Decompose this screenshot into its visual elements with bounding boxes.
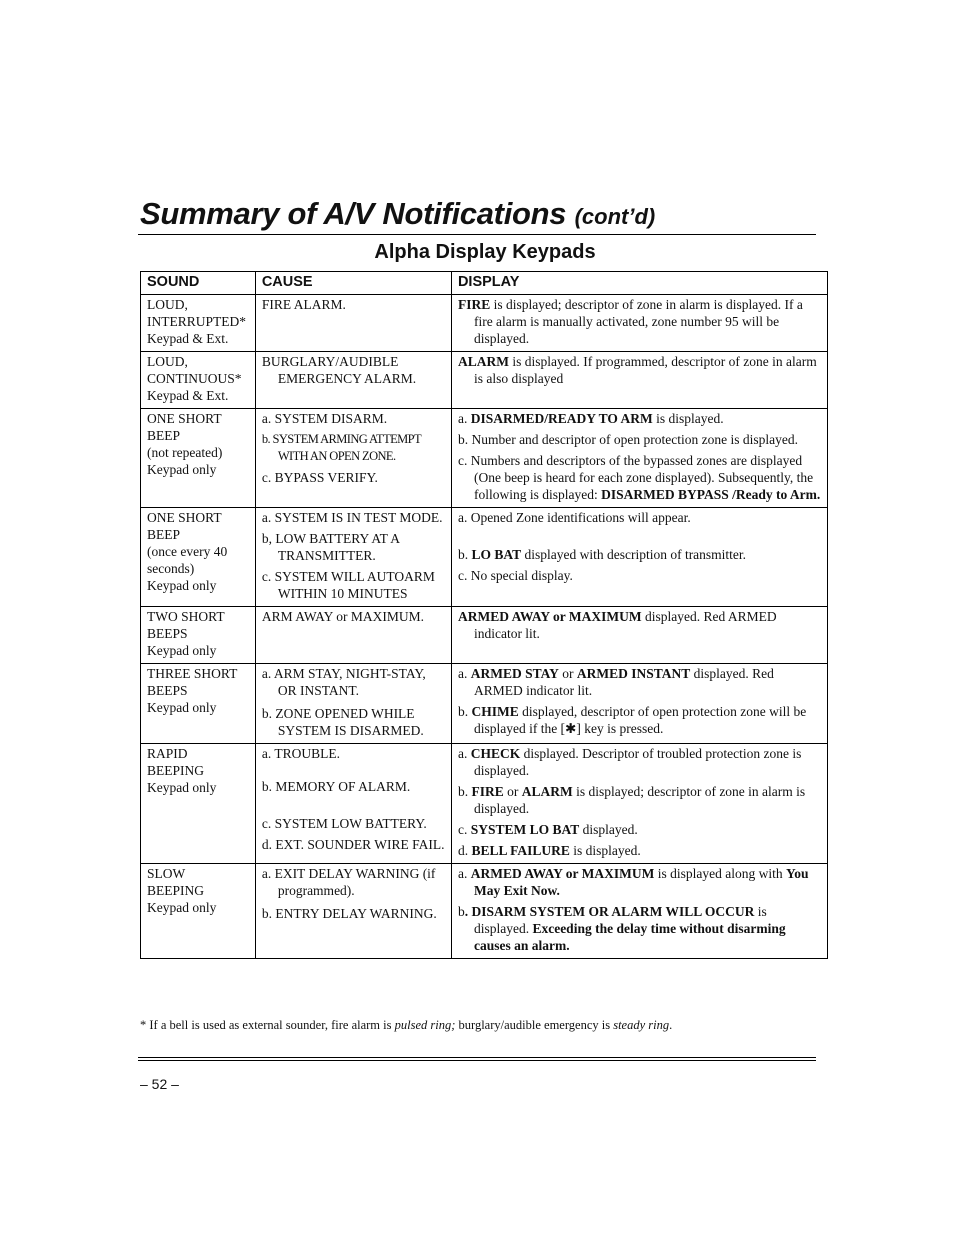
display-cell xyxy=(451,508,827,607)
sound-cell xyxy=(141,295,256,352)
display-text: is displayed. If programmed, descriptor of zone in alarm is also displayed xyxy=(473,354,817,386)
sound-line: ONE SHORT xyxy=(147,510,222,525)
display-text: b. xyxy=(457,704,472,719)
display-item xyxy=(458,546,823,563)
display-cell xyxy=(451,607,827,664)
display-text: c. No special display. xyxy=(457,568,573,583)
cause-cell xyxy=(255,508,451,607)
cause-item: BURGLARY/AUDIBLE EMERGENCY ALARM. xyxy=(261,354,417,386)
display-text: is displayed. xyxy=(473,904,767,936)
display-text: or xyxy=(558,666,577,681)
table-row xyxy=(141,409,828,508)
sound-line: LOUD, xyxy=(147,297,188,312)
display-cell xyxy=(451,352,827,409)
sound-cell xyxy=(141,352,256,409)
sound-line: BEEP xyxy=(147,527,181,542)
sound-line: seconds) xyxy=(147,561,195,576)
display-text: is displayed along with xyxy=(654,866,786,881)
display-item xyxy=(458,431,823,448)
sound-line: Keypad only xyxy=(147,900,217,915)
cause-item: a. TROUBLE. xyxy=(261,746,340,761)
cause-cell xyxy=(255,409,451,508)
display-emphasis: You May Exit Now. xyxy=(473,866,809,898)
display-text: is displayed; descriptor of zone in alarm is displayed. xyxy=(473,784,806,816)
display-emphasis: Exceeding the delay time without disarming causes an alarm. xyxy=(473,921,786,953)
display-text: a. xyxy=(457,666,471,681)
display-emphasis: DISARMED/READY TO ARM xyxy=(470,411,653,426)
display-item xyxy=(458,842,823,859)
cause-item: b. SYSTEM ARMING ATTEMPT WITH AN OPEN ZONE. xyxy=(261,432,421,463)
cause-cell xyxy=(255,352,451,409)
display-text: displayed. xyxy=(579,822,638,837)
display-item xyxy=(458,783,823,817)
sound-line: BEEPING xyxy=(147,883,204,898)
cause-item: b. ZONE OPENED WHILE SYSTEM IS DISARMED. xyxy=(261,706,424,738)
table-row xyxy=(141,607,828,664)
display-emphasis: ARMED STAY xyxy=(470,666,559,681)
display-cell xyxy=(451,409,827,508)
sound-line: INTERRUPTED* xyxy=(147,314,246,329)
display-text: displayed. Red ARMED indicator lit. xyxy=(473,666,774,698)
sound-cell xyxy=(141,864,256,959)
cause-cell xyxy=(255,864,451,959)
header-cause: CAUSE xyxy=(255,272,451,295)
display-item xyxy=(458,353,823,387)
cause-item: a. SYSTEM IS IN TEST MODE. xyxy=(261,510,443,525)
display-emphasis: DISARMED BYPASS /Ready to Arm. xyxy=(601,487,821,502)
footnote-suffix: . xyxy=(669,1018,673,1032)
display-item xyxy=(458,296,823,347)
sound-line: CONTINUOUS* xyxy=(147,371,242,386)
section-subtitle: Alpha Display Keypads xyxy=(374,241,596,263)
table-row xyxy=(141,295,828,352)
display-text: b xyxy=(457,904,465,919)
display-text: b. Number and descriptor of open protection zone is displayed. xyxy=(457,432,798,447)
cause-cell xyxy=(255,607,451,664)
display-item xyxy=(458,745,823,779)
cause-item: ARM AWAY or MAXIMUM. xyxy=(261,609,425,624)
display-text: c. xyxy=(457,822,471,837)
display-text: is displayed; descriptor of zone in alarm is displayed. If a fire alarm is manually activated, zone number 95 will be displayed. xyxy=(473,297,803,346)
cause-cell xyxy=(255,664,451,744)
display-item xyxy=(458,452,823,503)
table-row xyxy=(141,864,828,959)
display-item xyxy=(458,665,823,699)
sound-line: Keypad & Ext. xyxy=(147,388,229,403)
display-text: a. xyxy=(457,866,471,881)
display-text: a. xyxy=(457,411,471,426)
table-row xyxy=(141,744,828,864)
cause-item: d. EXT. SOUNDER WIRE FAIL. xyxy=(261,837,445,852)
table-row xyxy=(141,508,828,607)
display-item xyxy=(458,903,823,954)
display-text: d. xyxy=(457,843,472,858)
display-cell xyxy=(451,664,827,744)
display-item xyxy=(458,567,823,584)
display-text: displayed, descriptor of open protection zone will be displayed if the [✱] key is pressed. xyxy=(473,704,807,736)
display-text: b. xyxy=(457,547,472,562)
page-title xyxy=(140,193,820,238)
sound-line: BEEP xyxy=(147,428,181,443)
display-text: is displayed. xyxy=(652,411,724,426)
sound-line: (not repeated) xyxy=(147,445,223,460)
page-title-suffix: (cont’d) xyxy=(574,204,656,229)
display-text: displayed with description of transmitter. xyxy=(521,547,747,562)
footer-rule-bottom xyxy=(138,1060,816,1061)
display-item xyxy=(458,410,823,427)
cause-item: a. EXIT DELAY WARNING (if programmed). xyxy=(261,866,436,898)
sound-line: BEEPING xyxy=(147,763,204,778)
cause-item: c. SYSTEM LOW BATTERY. xyxy=(261,816,427,831)
sound-line: TWO SHORT xyxy=(147,609,225,624)
display-emphasis: ALARM xyxy=(521,784,573,799)
footnote-burglary-term: steady ring xyxy=(613,1018,670,1032)
display-item xyxy=(458,608,823,642)
sound-line: ONE SHORT xyxy=(147,411,222,426)
footnote-middle: burglary/audible emergency is xyxy=(455,1018,614,1032)
display-item xyxy=(458,509,823,526)
display-emphasis: BELL FAILURE xyxy=(471,843,570,858)
footnote-prefix: * If a bell is used as external sounder, fire alarm is xyxy=(140,1018,395,1032)
cause-item: b. ENTRY DELAY WARNING. xyxy=(261,906,437,921)
sound-cell xyxy=(141,744,256,864)
sound-cell xyxy=(141,607,256,664)
table-row xyxy=(141,664,828,744)
display-cell xyxy=(451,295,827,352)
sound-line: SLOW xyxy=(147,866,186,881)
footnote xyxy=(140,1017,860,1033)
display-text: is displayed. xyxy=(569,843,641,858)
sound-cell xyxy=(141,409,256,508)
display-emphasis: ALARM xyxy=(457,354,509,369)
display-text: a. Opened Zone identifications will appear. xyxy=(457,510,691,525)
table-row xyxy=(141,352,828,409)
page-title-main: Summary of A/V Notifications xyxy=(140,196,567,231)
footer-rule-top xyxy=(138,1057,816,1058)
sound-line: Keypad only xyxy=(147,780,217,795)
display-emphasis: FIRE xyxy=(471,784,504,799)
notifications-table xyxy=(140,271,828,959)
display-cell xyxy=(451,744,827,864)
display-item xyxy=(458,821,823,838)
display-emphasis: ARMED INSTANT xyxy=(576,666,691,681)
display-item xyxy=(458,703,823,737)
table-header-row xyxy=(141,272,828,295)
sound-line: Keypad only xyxy=(147,643,217,658)
display-text: displayed. Descriptor of troubled protection zone is displayed. xyxy=(473,746,802,778)
display-text: b. xyxy=(457,784,472,799)
display-emphasis: CHIME xyxy=(471,704,519,719)
display-emphasis: ARMED AWAY or MAXIMUM xyxy=(470,866,655,881)
footnote-fire-term: pulsed ring; xyxy=(394,1018,456,1032)
cause-item: b, LOW BATTERY AT A TRANSMITTER. xyxy=(261,531,400,563)
display-item xyxy=(458,865,823,899)
cause-item: FIRE ALARM. xyxy=(261,297,346,312)
sound-line: Keypad only xyxy=(147,700,217,715)
display-text: or xyxy=(503,784,522,799)
display-emphasis: ARMED AWAY or MAXIMUM xyxy=(457,609,642,624)
sound-line: Keypad only xyxy=(147,462,217,477)
display-emphasis: CHECK xyxy=(470,746,521,761)
display-emphasis: . DISARM SYSTEM OR ALARM WILL OCCUR xyxy=(464,904,755,919)
sound-line: BEEPS xyxy=(147,683,188,698)
sound-line: LOUD, xyxy=(147,354,188,369)
cause-item: a. ARM STAY, NIGHT-STAY, OR INSTANT. xyxy=(261,666,426,698)
sound-cell xyxy=(141,508,256,607)
cause-item: c. SYSTEM WILL AUTOARM WITHIN 10 MINUTES xyxy=(261,569,435,601)
display-text: a. xyxy=(457,746,471,761)
page-number: – 52 – xyxy=(140,1076,179,1092)
sound-line: RAPID xyxy=(147,746,188,761)
sound-cell xyxy=(141,664,256,744)
title-divider xyxy=(138,234,816,235)
cause-item: b. MEMORY OF ALARM. xyxy=(261,779,411,794)
sound-line: THREE SHORT xyxy=(147,666,238,681)
table-body xyxy=(141,295,828,959)
display-text: c. Numbers and descriptors of the bypassed zones are displayed (One beep is heard for each zone displayed). Subsequently, the following is displayed: xyxy=(457,453,814,502)
header-sound: SOUND xyxy=(141,272,256,295)
sound-line: (once every 40 xyxy=(147,544,228,559)
header-display: DISPLAY xyxy=(451,272,827,295)
cause-item: c. BYPASS VERIFY. xyxy=(261,470,378,485)
cause-cell xyxy=(255,744,451,864)
display-cell xyxy=(451,864,827,959)
sound-line: Keypad & Ext. xyxy=(147,331,229,346)
display-text: displayed. Red ARMED indicator lit. xyxy=(473,609,777,641)
sound-line: BEEPS xyxy=(147,626,188,641)
display-emphasis: LO BAT xyxy=(471,547,522,562)
cause-item: a. SYSTEM DISARM. xyxy=(261,411,388,426)
sound-line: Keypad only xyxy=(147,578,217,593)
cause-cell xyxy=(255,295,451,352)
display-emphasis: SYSTEM LO BAT xyxy=(470,822,580,837)
display-emphasis: FIRE xyxy=(457,297,491,312)
